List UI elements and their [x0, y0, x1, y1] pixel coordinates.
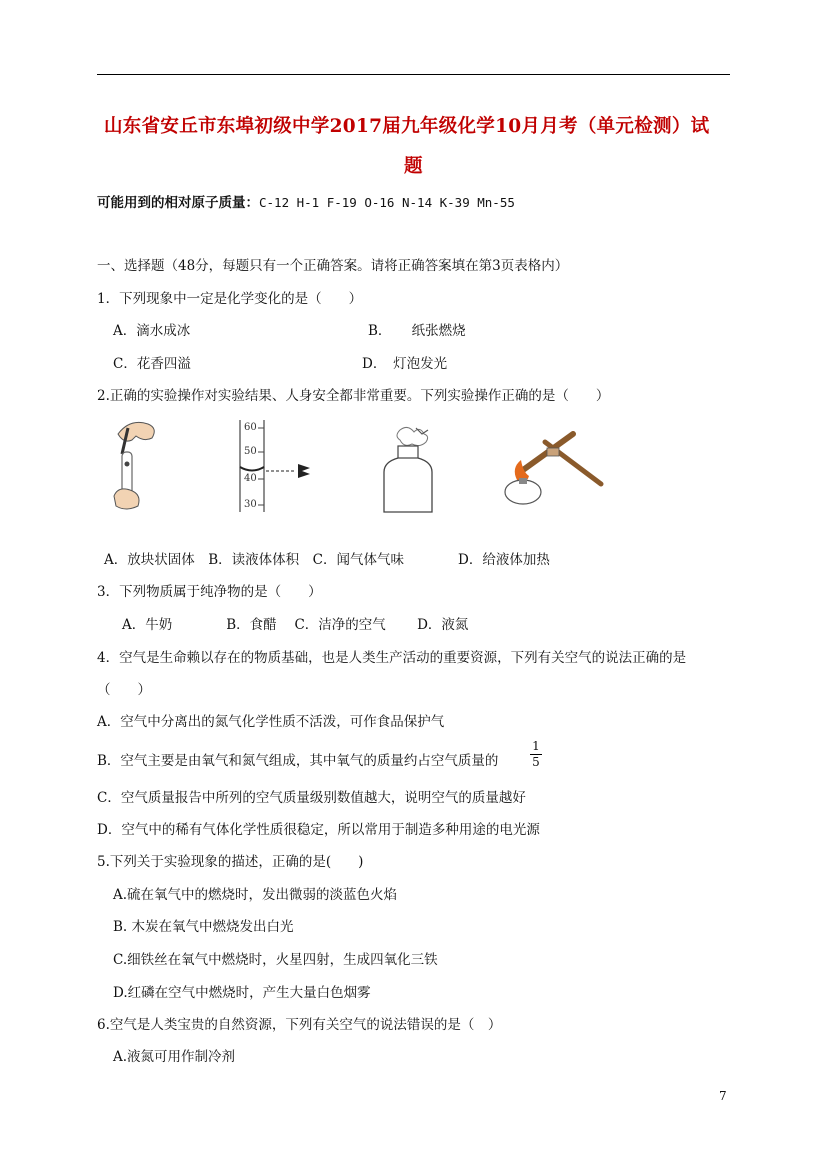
q4-option-d: D．空气中的稀有气体化学性质很稳定，所以常用于制造多种用途的电光源 [97, 822, 540, 838]
fraction-one-fifth [530, 740, 542, 769]
cylinder-tick-40: 40 [244, 473, 257, 484]
q6-stem: 6.空气是人类宝贵的自然资源，下列有关空气的说法错误的是（ ） [97, 1017, 502, 1033]
figure-gas-bottle [378, 426, 440, 516]
cylinder-tick-50: 50 [244, 446, 257, 457]
q5-option-d: D.红磷在空气中燃烧时，产生大量白色烟雾 [113, 985, 371, 1001]
exam-title-line2: 题 [404, 156, 423, 177]
q4-option-a: A．空气中分离出的氮气化学性质不活泼，可作食品保护气 [97, 714, 445, 730]
q1-option-c: C．花香四溢 [113, 356, 191, 372]
atomic-mass-values: C-12 H-1 F-19 O-16 N-14 K-39 Mn-55 [259, 195, 515, 210]
q3-options: A．牛奶 B．食醋 C．洁净的空气 D．液氮 [122, 617, 469, 633]
q5-option-c: C.细铁丝在氧气中燃烧时，火星四射，生成四氧化三铁 [113, 952, 438, 968]
header-rule [97, 74, 730, 75]
q4-stem-line1: 4．空气是生命赖以存在的物质基础，也是人类生产活动的重要资源，下列有关空气的说法正确的是 [97, 650, 687, 666]
q2-stem: 2.正确的实验操作对实验结果、人身安全都非常重要。下列实验操作正确的是（ ） [97, 388, 610, 404]
q3-stem: 3．下列物质属于纯净物的是（ ） [97, 584, 322, 600]
q2-options: A．放块状固体 B．读液体体积 C．闻气体气味 D．给液体加热 [104, 552, 550, 568]
q1-option-d: D． 灯泡发光 [362, 356, 448, 372]
q1-stem: 1．下列现象中一定是化学变化的是（ ） [97, 291, 363, 307]
figure-heating-liquid [503, 428, 607, 514]
figure-solid-into-tube [108, 416, 168, 512]
exam-title-line1: 山东省安丘市东埠初级中学2017届九年级化学10月月考（单元检测）试 [104, 116, 710, 137]
q5-option-a: A.硫在氧气中的燃烧时，发出微弱的淡蓝色火焰 [113, 887, 398, 903]
q5-stem: 5.下列关于实验现象的描述，正确的是( ) [97, 854, 364, 870]
fraction-denominator: 5 [532, 755, 540, 769]
q1-option-a: A．滴水成冰 [113, 323, 191, 339]
q1-option-b: B． 纸张燃烧 [368, 323, 466, 339]
q5-option-b: B. 木炭在氧气中燃烧发出白光 [113, 919, 294, 935]
fraction-numerator: 1 [532, 739, 540, 753]
atomic-mass-label: 可能用到的相对原子质量： [97, 195, 259, 211]
q6-option-a: A.液氮可用作制冷剂 [113, 1049, 236, 1065]
section-heading: 一、选择题（48分，每题只有一个正确答案。请将正确答案填在第3页表格内） [97, 258, 569, 274]
page-number: 7 [719, 1089, 727, 1103]
q4-option-b: B．空气主要是由氧气和氮气组成，其中氧气的质量约占空气质量的 [97, 753, 499, 769]
cylinder-tick-30: 30 [244, 499, 257, 510]
atomic-mass-line [97, 194, 515, 212]
q4-stem-line2: （ ） [97, 682, 151, 698]
q4-option-c: C．空气质量报告中所列的空气质量级别数值越大，说明空气的质量越好 [97, 790, 526, 806]
cylinder-tick-60: 60 [244, 422, 257, 433]
